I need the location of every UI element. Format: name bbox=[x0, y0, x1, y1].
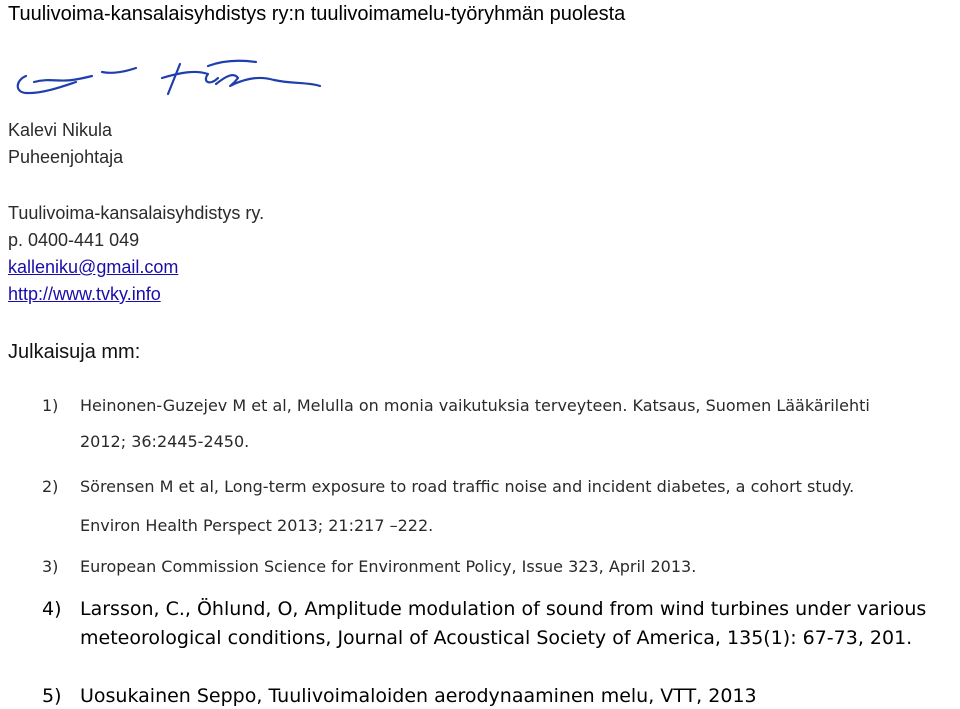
reference-5-number: 5) bbox=[42, 685, 62, 707]
reference-4-line-1: Larsson, C., Öhlund, O, Amplitude modulation of sound from wind turbines under various bbox=[80, 598, 927, 620]
reference-2-line-1: Sörensen M et al, Long-term exposure to road traffic noise and incident diabetes, a cohort study. bbox=[80, 477, 855, 496]
signer-name: Kalevi Nikula bbox=[8, 120, 113, 140]
reference-4-number: 4) bbox=[42, 598, 62, 620]
publications-title: Julkaisuja mm: bbox=[8, 341, 141, 363]
reference-2-number: 2) bbox=[42, 477, 59, 496]
handwritten-signature bbox=[12, 52, 332, 102]
reference-4-line-2: meteorological conditions, Journal of Acoustical Society of America, 135(1): 67-73, 201. bbox=[80, 627, 913, 649]
reference-1-line-2: 2012; 36:2445-2450. bbox=[80, 432, 250, 451]
reference-3-number: 3) bbox=[42, 557, 59, 576]
letter-heading: Tuulivoima-kansalaisyhdistys ry:n tuulivoimamelu-työryhmän puolesta bbox=[8, 3, 626, 25]
signer-organization: Tuulivoima-kansalaisyhdistys ry. bbox=[8, 203, 265, 223]
signer-phone: p. 0400-441 049 bbox=[8, 230, 140, 250]
reference-3-line-1: European Commission Science for Environment Policy, Issue 323, April 2013. bbox=[80, 557, 697, 576]
signer-title: Puheenjohtaja bbox=[8, 147, 124, 167]
website-link[interactable]: http://www.tvky.info bbox=[8, 284, 161, 304]
email-link[interactable]: kalleniku@gmail.com bbox=[8, 257, 179, 277]
reference-2-line-2: Environ Health Perspect 2013; 21:217 –222. bbox=[80, 516, 434, 535]
reference-5-line-1: Uosukainen Seppo, Tuulivoimaloiden aerodynaaminen melu, VTT, 2013 bbox=[80, 685, 757, 707]
reference-1-line-1: Heinonen-Guzejev M et al, Melulla on monia vaikutuksia terveyteen. Katsaus, Suomen Lääkärilehti bbox=[80, 396, 870, 415]
reference-1-number: 1) bbox=[42, 396, 59, 415]
